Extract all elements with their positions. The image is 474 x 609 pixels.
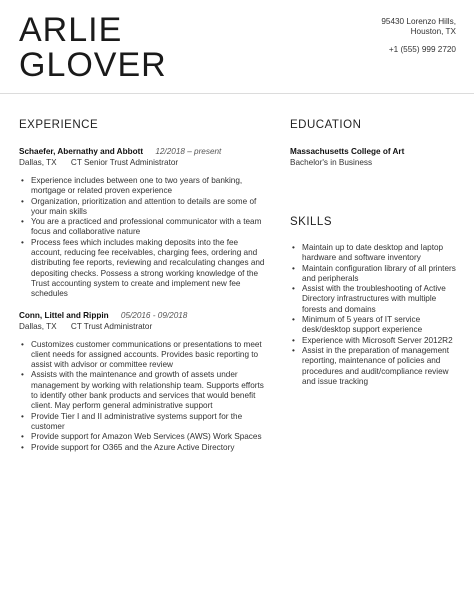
list-item: • Maintain configuration library of all printers and peripherals xyxy=(290,264,456,285)
job-entry xyxy=(19,310,271,453)
list-item: • Assists with the maintenance and growth of assets under management by working with relationship team. Supports efforts to identify other bank products and services that would benefit client. May perform general administrative support xyxy=(19,370,271,411)
list-item: • Minimum of 5 years of IT service desk/desktop support experience xyxy=(290,315,456,336)
job-title: CT Trust Administrator xyxy=(70,321,153,331)
list-item: • You are a practiced and professional communicator with a team focus and collaborative nature xyxy=(19,217,271,238)
skills-section xyxy=(290,215,456,387)
experience-heading: EXPERIENCE xyxy=(19,119,99,131)
contact-info xyxy=(381,17,456,55)
job-title: CT Senior Trust Administrator xyxy=(70,158,179,167)
job-subheader xyxy=(19,157,271,168)
job-bullets xyxy=(19,176,271,300)
list-item: • Maintain up to date desktop and laptop hardware and software inventory xyxy=(290,243,456,264)
job-subheader xyxy=(19,321,271,332)
education-heading: EDUCATION xyxy=(290,119,362,131)
phone-number: +1 (555) 999 2720 xyxy=(388,45,456,54)
address-line-1: 95430 Lorenzo Hills, xyxy=(381,17,456,26)
job-dates: 12/2018 – present xyxy=(155,147,222,156)
skills-heading: SKILLS xyxy=(290,216,332,228)
job-company: Conn, Littel and Rippin xyxy=(19,310,109,320)
job-location: Dallas, TX xyxy=(19,321,57,331)
job-dates: 05/2016 - 09/2018 xyxy=(120,310,188,320)
list-item: • Assist in the preparation of management reporting, maintenance of policies and procedures and audit/compliance review and issue tracking xyxy=(290,346,456,387)
last-name: GLOVER xyxy=(19,46,167,84)
list-item: • Process fees which includes making deposits into the fee account, reducing fee receivables, charging fees, ordering and distributing fee reports, reviewing and recalculating changes and depositing checks. Possess a strong working knowledge of the Trust accounting system to create and implement new fee schedules xyxy=(19,238,271,300)
list-item: • Customizes customer communications or presentations to meet client needs for assigned accounts. Provides basic reporting to assist with advisor or committee review xyxy=(19,340,271,371)
list-item: • Experience with Microsoft Server 2012R2 xyxy=(290,336,456,346)
first-name: ARLIE xyxy=(19,11,123,49)
job-location: Dallas, TX xyxy=(19,158,57,167)
job-header xyxy=(19,310,271,321)
job-company: Schaefer, Abernathy and Abbott xyxy=(19,147,144,156)
sidebar-column xyxy=(290,118,456,397)
list-item: • Provide support for O365 and the Azure Active Directory xyxy=(19,443,271,453)
candidate-name xyxy=(19,13,167,83)
education-degree: Bachelor's in Business xyxy=(290,158,373,167)
address-line-2: Houston, TX xyxy=(410,27,456,36)
experience-section xyxy=(19,118,271,463)
list-item: • Provide support for Amazon Web Services (AWS) Work Spaces xyxy=(19,432,271,442)
job-entry xyxy=(19,146,271,300)
job-header xyxy=(19,146,271,157)
list-item: • Assist with the troubleshooting of Active Directory infrastructures with multiple forests and domains xyxy=(290,284,456,315)
education-school: Massachusetts College of Art xyxy=(290,147,405,156)
list-item: • Organization, prioritization and attention to details are some of your main skills xyxy=(19,197,271,218)
list-item: • Experience includes between one to two years of banking, mortgage or related proven experience xyxy=(19,176,271,197)
skills-list xyxy=(290,243,456,387)
job-bullets xyxy=(19,340,271,453)
list-item: • Provide Tier I and II administrative systems support for the customer xyxy=(19,412,271,433)
header-divider xyxy=(0,93,474,94)
education-section xyxy=(290,118,456,168)
